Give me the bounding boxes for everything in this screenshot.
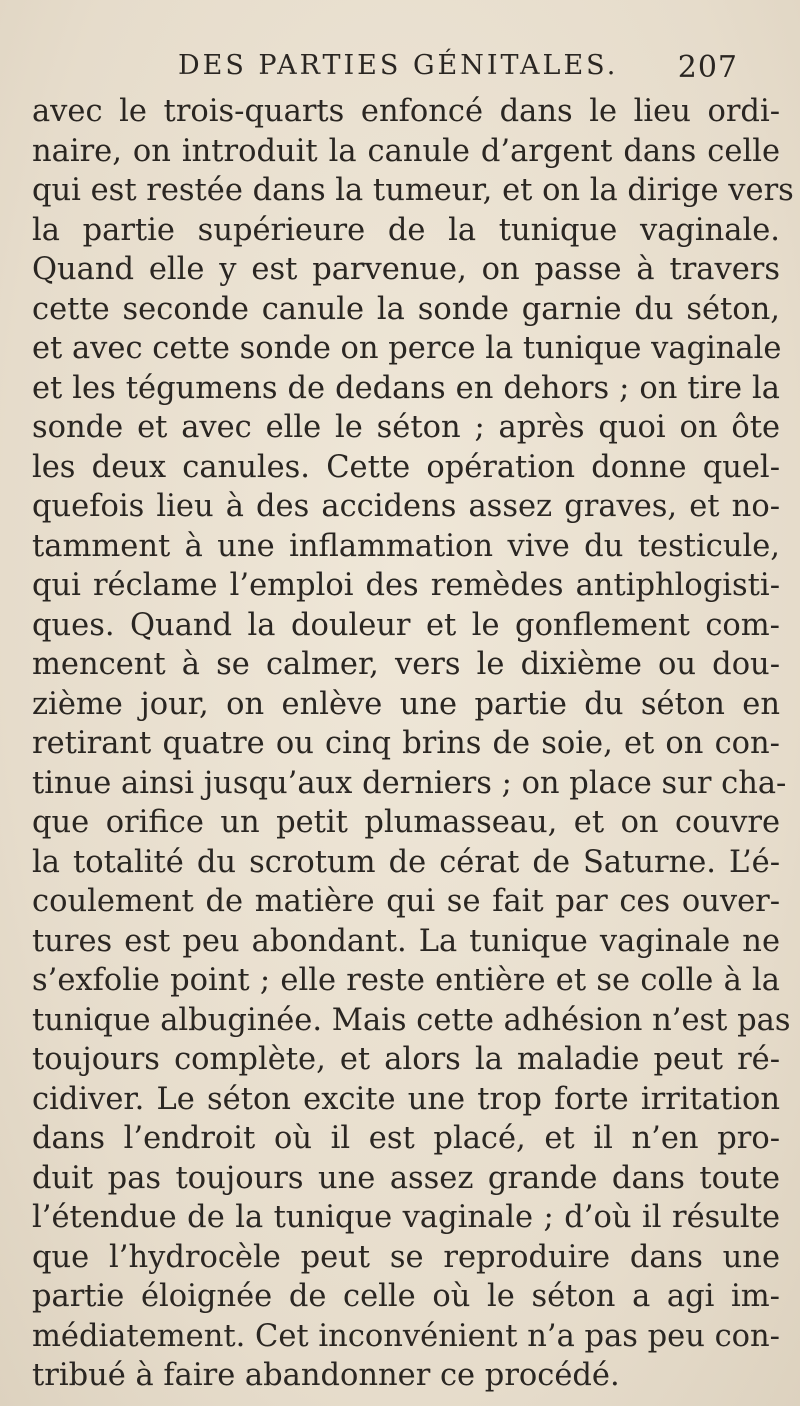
text-line: cette seconde canule la sonde garnie du séton, [32, 291, 780, 327]
text-line: tamment à une inflammation vive du testicule, [32, 528, 780, 564]
text-line: ques. Quand la douleur et le gonflement com- [32, 607, 780, 643]
text-line: duit pas toujours une assez grande dans toute [32, 1160, 780, 1196]
text-line: tribué à faire abandonner ce procédé. [32, 1358, 620, 1393]
text-line: sonde et avec elle le séton ; après quoi on ôte [32, 410, 780, 445]
text-line: l’étendue de la tunique vaginale ; d’où il résulte [32, 1200, 780, 1235]
text-line: tinue ainsi jusqu’aux derniers ; on place sur cha- [32, 765, 787, 801]
text-line: naire, on introduit la canule d’argent dans celle [32, 133, 780, 169]
text-line: s’exfolie point ; elle reste entière et se colle à la [32, 963, 780, 998]
text-line: dans l’endroit où il est placé, et il n’en pro- [32, 1121, 780, 1156]
text-line: Quand elle y est parvenue, on passe à travers [32, 252, 780, 287]
text-line: la partie supérieure de la tunique vaginale. [32, 212, 780, 248]
text-line: zième jour, on enlève une partie du séton en [32, 686, 780, 722]
page-number: 207 [677, 50, 738, 85]
text-line: retirant quatre ou cinq brins de soie, et on con- [32, 726, 780, 761]
text-line: quefois lieu à des accidens assez graves, et no- [32, 489, 780, 524]
text-line: la totalité du scrotum de cérat de Saturne. L’é- [32, 844, 780, 880]
text-line: médiatement. Cet inconvénient n’a pas peu con- [32, 1318, 780, 1354]
running-title: DES PARTIES GÉNITALES. [178, 50, 619, 81]
text-line: toujours complète, et alors la maladie peut ré- [32, 1042, 780, 1077]
text-line: tunique albuginée. Mais cette adhésion n’est pas [32, 1002, 791, 1038]
text-line: que l’hydrocèle peut se reproduire dans une [32, 1239, 780, 1275]
body-text [32, 92, 794, 1396]
text-line: qui est restée dans la tumeur, et on la dirige vers [32, 173, 794, 208]
text-line: les deux canules. Cette opération donne quel- [32, 449, 780, 485]
running-head [178, 50, 738, 90]
text-line: coulement de matière qui se fait par ces ouver- [32, 884, 780, 919]
text-line: qui réclame l’emploi des remèdes antiphlogisti- [32, 568, 780, 603]
text-line: avec le trois-quarts enfoncé dans le lieu ordi- [32, 94, 780, 129]
text-line: et avec cette sonde on perce la tunique vaginale [32, 331, 782, 366]
text-line: partie éloignée de celle où le séton a agi im- [32, 1279, 780, 1314]
text-line: mencent à se calmer, vers le dixième ou dou- [32, 647, 780, 682]
text-line: que orifice un petit plumasseau, et on couvre [32, 805, 780, 840]
text-line: cidiver. Le séton excite une trop forte irritation [32, 1081, 780, 1117]
text-line: et les tégumens de dedans en dehors ; on tire la [32, 370, 780, 406]
text-line: tures est peu abondant. La tunique vaginale ne [32, 923, 780, 959]
